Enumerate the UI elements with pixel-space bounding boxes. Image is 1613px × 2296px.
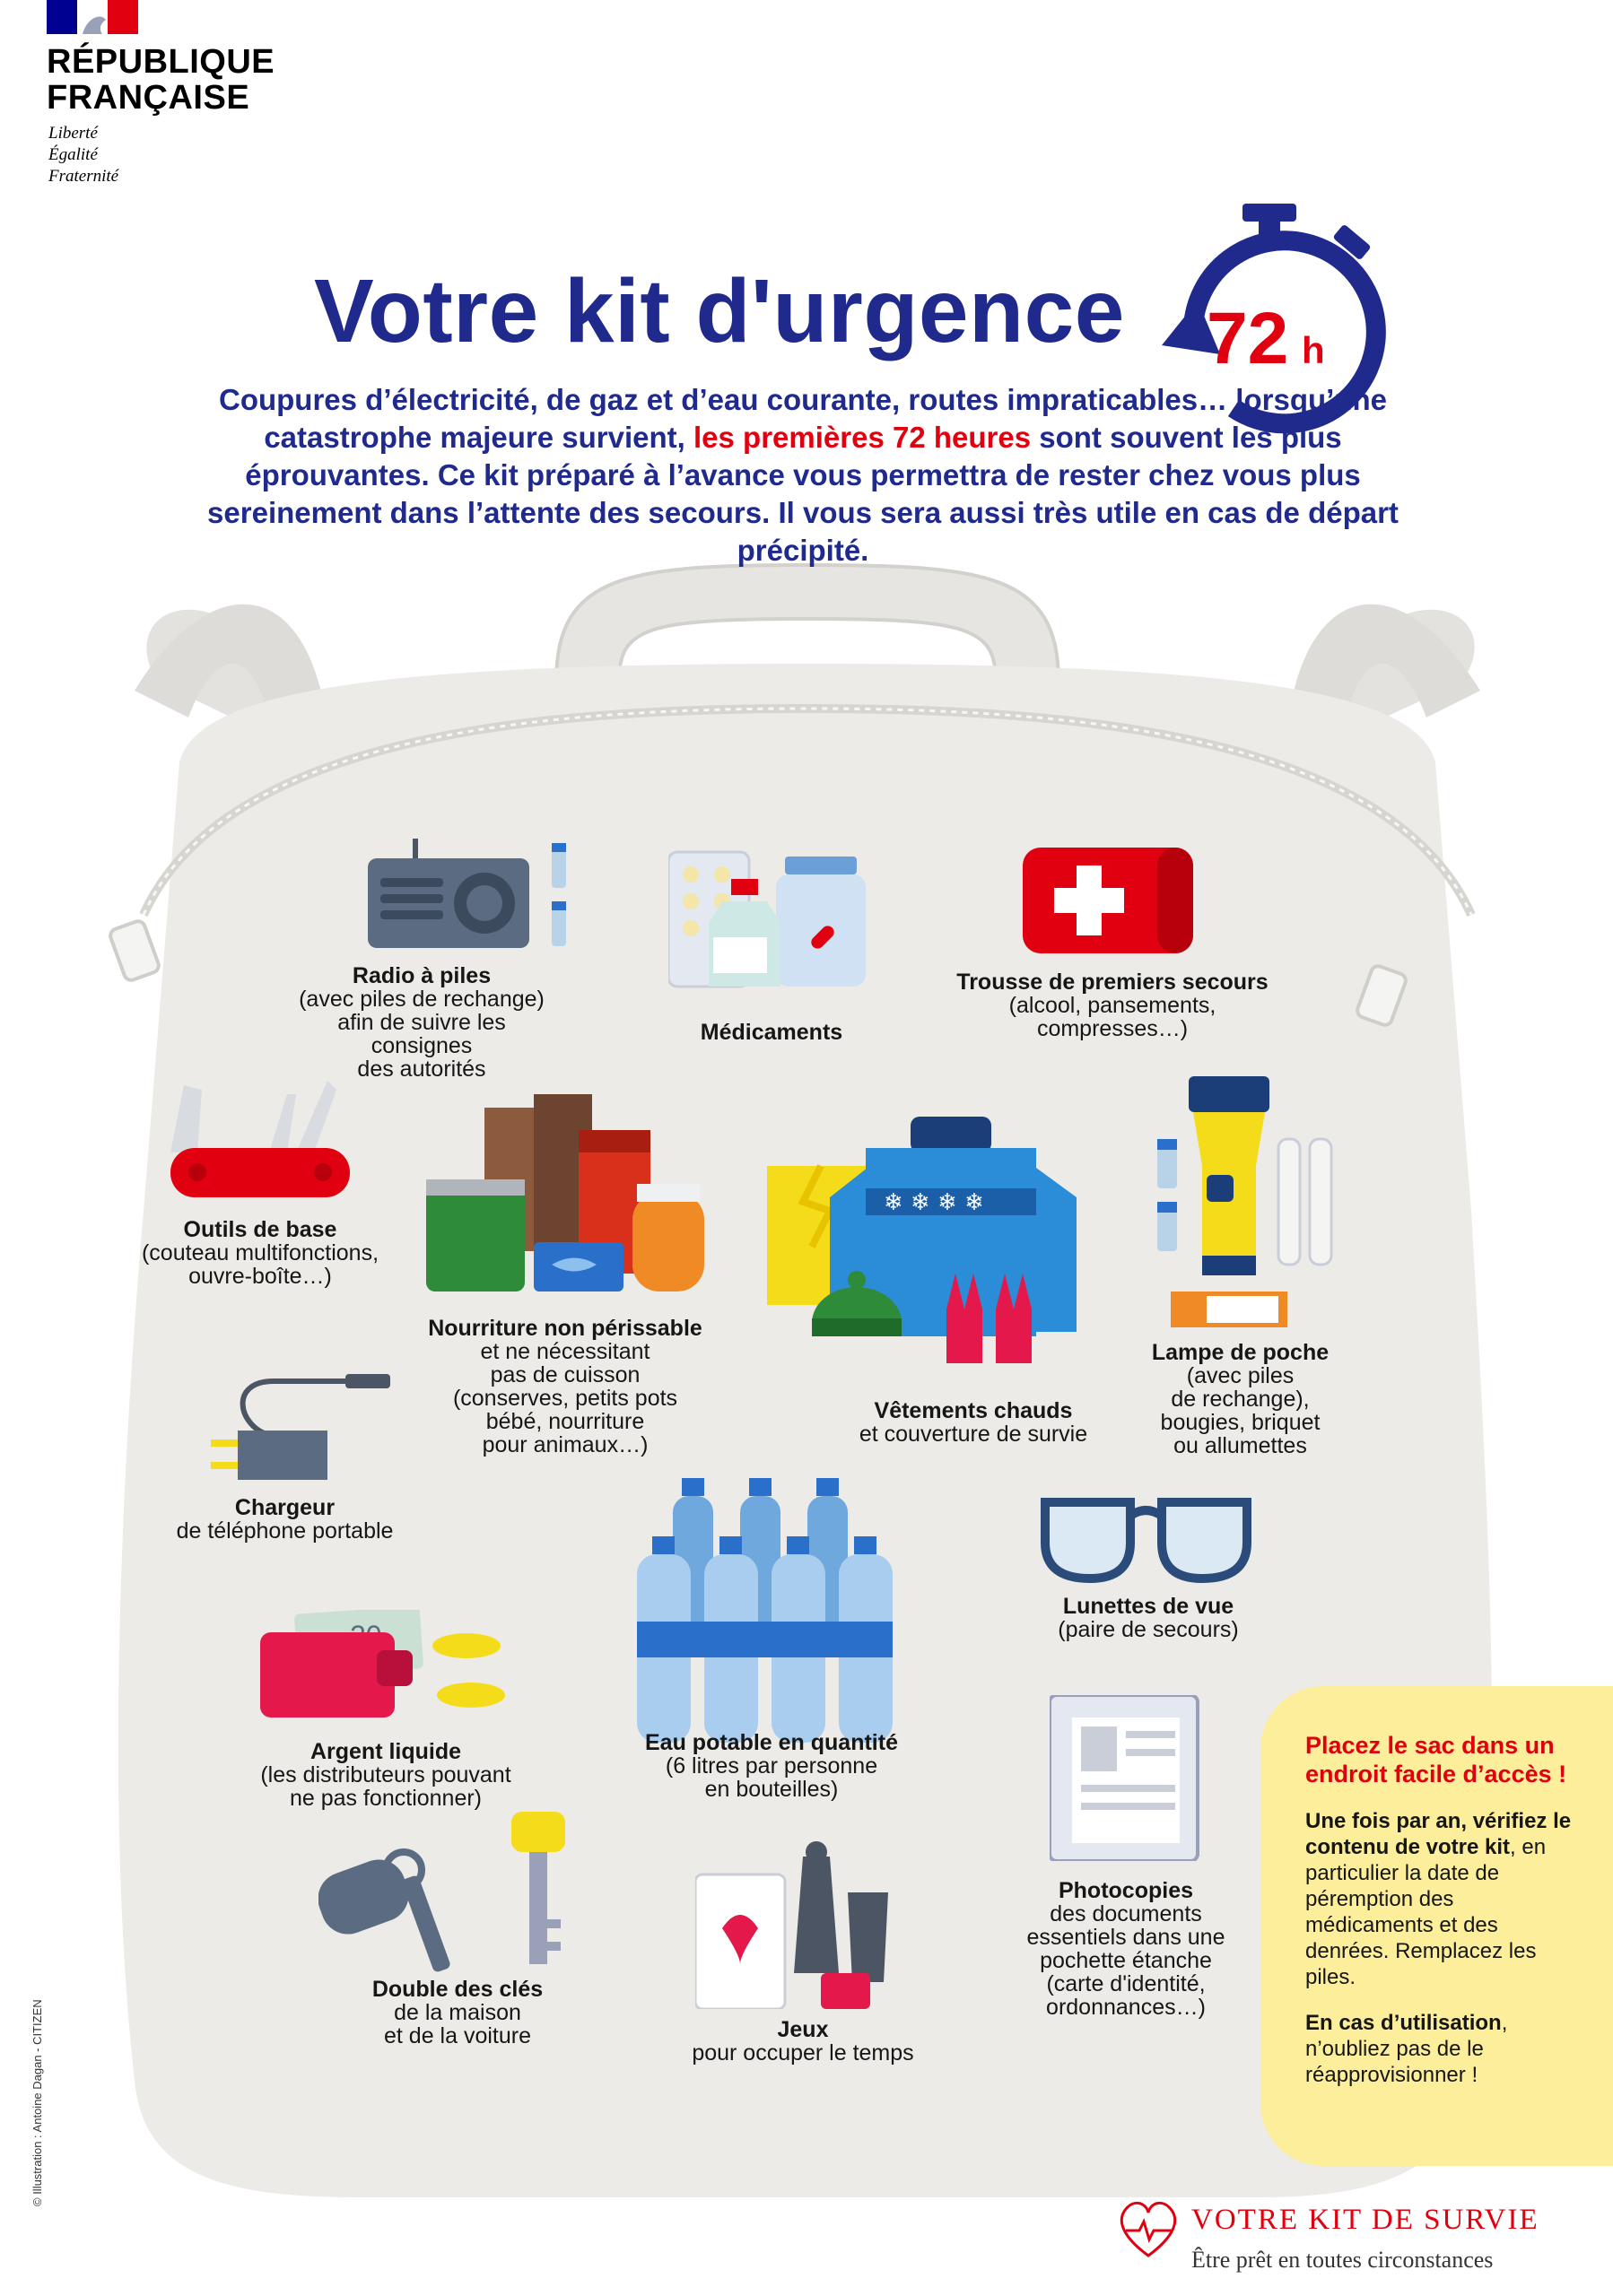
item-vetements (825, 1399, 1121, 1446)
item-nourriture-title: Nourriture non périssable (428, 1316, 702, 1341)
item-photocopies-line: essentiels dans une (1026, 1925, 1225, 1950)
francaise-line: FRANÇAISE (47, 79, 250, 117)
item-photocopies-line: (carte d'identité, (1046, 1971, 1206, 1996)
svg-text:❄ ❄ ❄ ❄: ❄ ❄ ❄ ❄ (884, 1189, 984, 1216)
item-lampe-line: (avec piles (1186, 1363, 1295, 1388)
note-heading: Placez le sac dans un endroit facile d’accès ! (1305, 1732, 1567, 1787)
republique-francaise-logo (47, 0, 280, 197)
item-lampe-line: ou allumettes (1173, 1433, 1307, 1458)
item-eau-title: Eau potable en quantité (645, 1730, 898, 1755)
reminder-note (1260, 1686, 1613, 2166)
non-perishable-food-icon (426, 1094, 713, 1296)
motto-fraternite: Fraternité (48, 167, 119, 186)
item-nourriture-line: pour animaux…) (482, 1432, 649, 1457)
heart-icon (1112, 2193, 1184, 2265)
marianne-flag-icon (47, 0, 138, 34)
item-jeux-title: Jeux (777, 2017, 829, 2042)
item-argent-line: ne pas fonctionner) (289, 1786, 483, 1811)
item-lunettes-line: (paire de secours) (1058, 1617, 1239, 1642)
item-chargeur (144, 1496, 426, 1543)
item-eau-line: (6 litres par personne (665, 1753, 878, 1779)
item-radio (287, 964, 556, 1081)
item-jeux (668, 2018, 937, 2065)
item-radio-line: des autorités (357, 1057, 486, 1082)
cash-wallet-icon (260, 1610, 520, 1722)
medicine-icon (668, 848, 875, 1000)
item-nourriture-line: pas de cuisson (490, 1362, 641, 1387)
item-trousse (942, 970, 1283, 1040)
intro-text-1: Coupures d’électricité, de gaz et d’eau courante, routes impraticables… lorsqu’une catastrophe majeure survient, (219, 383, 1387, 454)
badge-number: 72 (1207, 298, 1289, 379)
illustration-credit: © Illustration : Antoine Dagan - CITIZEN (31, 1999, 44, 2206)
footer-title: VOTRE KIT DE SURVIE (1191, 2204, 1539, 2236)
first-aid-kit-icon (1023, 848, 1198, 955)
item-argent-line: (les distributeurs pouvant (260, 1762, 511, 1787)
item-lampe (1121, 1341, 1359, 1457)
item-lampe-title: Lampe de poche (1151, 1340, 1330, 1365)
item-trousse-line: (alcool, pansements, (1008, 993, 1216, 1018)
flashlight-icon (1153, 1076, 1341, 1332)
item-vetements-title: Vêtements chauds (874, 1398, 1073, 1423)
note-p2-rest: , n’oubliez pas de le réapprovisionner ! (1305, 2011, 1508, 2087)
item-radio-line: afin de suivre les consignes (337, 1010, 506, 1058)
note-p2-bold: En cas d’utilisation (1305, 2011, 1502, 2035)
item-trousse-line: compresses…) (1036, 1016, 1189, 1041)
item-photocopies-line: ordonnances…) (1046, 1995, 1206, 2020)
item-nourriture (413, 1317, 718, 1457)
item-outils-line: (couteau multifonctions, (141, 1240, 379, 1265)
note-p1-bold: Une fois par an, vérifiez le contenu de votre kit (1305, 1809, 1572, 1859)
item-outils-line: ouvre-boîte…) (188, 1264, 332, 1289)
item-lunettes-title: Lunettes de vue (1062, 1594, 1234, 1619)
note-p1-rest: , en particulier la date de péremption des médicaments et des denrées. Remplacez les piles. (1305, 1835, 1547, 1989)
item-cles (323, 1978, 592, 2048)
intro-text-2: sont souvent les plus éprouvantes. Ce kit préparé à l’avance vous permettra de rester chez vous plus sereinement dans l’attente des secours. Il vous sera aussi très utile en cas de départ précipité. (207, 421, 1399, 567)
motto-liberte: Liberté (48, 124, 98, 143)
item-photocopies-line: des documents (1050, 1901, 1202, 1926)
water-bottles-icon (637, 1478, 906, 1747)
item-medicaments (646, 1021, 897, 1044)
footer-brand (1112, 2193, 1613, 2296)
item-chargeur-line: de téléphone portable (176, 1518, 394, 1544)
item-argent (233, 1740, 538, 1810)
footer-subtitle: Être prêt en toutes circonstances (1191, 2247, 1494, 2273)
multitool-knife-icon (161, 1076, 354, 1206)
item-trousse-title: Trousse de premiers secours (956, 970, 1269, 995)
item-jeux-line: pour occuper le temps (692, 2040, 914, 2066)
item-outils-title: Outils de base (183, 1217, 337, 1242)
intro-paragraph (179, 381, 1426, 570)
warm-clothes-icon (767, 1117, 1086, 1381)
item-outils (117, 1218, 404, 1288)
item-photocopies-title: Photocopies (1058, 1878, 1193, 1903)
keys-icon (318, 1812, 574, 1973)
glasses-icon (1036, 1489, 1256, 1583)
item-photocopies-line: pochette étanche (1040, 1948, 1212, 1973)
item-eau (628, 1731, 915, 1801)
badge-unit: h (1302, 329, 1325, 371)
note-paragraph-2 (1305, 2010, 1577, 2088)
republique-line: RÉPUBLIQUE (47, 43, 275, 81)
item-radio-title: Radio à piles (352, 963, 492, 988)
item-medicaments-title: Médicaments (700, 1020, 843, 1045)
item-nourriture-line: et ne nécessitant (480, 1339, 650, 1364)
phone-charger-icon (202, 1363, 395, 1489)
item-cles-line: de la maison (394, 2000, 521, 2025)
item-lampe-line: bougies, briquet (1160, 1410, 1321, 1435)
item-cles-title: Double des clés (371, 1977, 544, 2002)
item-radio-line: (avec piles de rechange) (299, 987, 545, 1012)
page-title: Votre kit d'urgence (314, 261, 1125, 361)
radio-icon (368, 839, 583, 955)
item-cles-line: et de la voiture (384, 2023, 531, 2048)
games-icon (695, 1839, 902, 2009)
motto-egalite: Égalité (48, 145, 98, 164)
item-lampe-line: de rechange), (1171, 1387, 1310, 1412)
item-nourriture-line: (conserves, petits pots (452, 1386, 678, 1411)
item-photocopies (996, 1879, 1256, 2019)
intro-highlight: les premières 72 heures (693, 421, 1032, 454)
item-lunettes (1014, 1595, 1283, 1641)
item-chargeur-title: Chargeur (234, 1495, 336, 1520)
item-nourriture-line: bébé, nourriture (485, 1409, 645, 1434)
item-argent-title: Argent liquide (310, 1739, 462, 1764)
item-vetements-line: et couverture de survie (859, 1422, 1088, 1447)
item-eau-line: en bouteilles) (704, 1777, 839, 1802)
photocopies-icon (1050, 1695, 1202, 1861)
note-paragraph-1 (1305, 1808, 1577, 1990)
